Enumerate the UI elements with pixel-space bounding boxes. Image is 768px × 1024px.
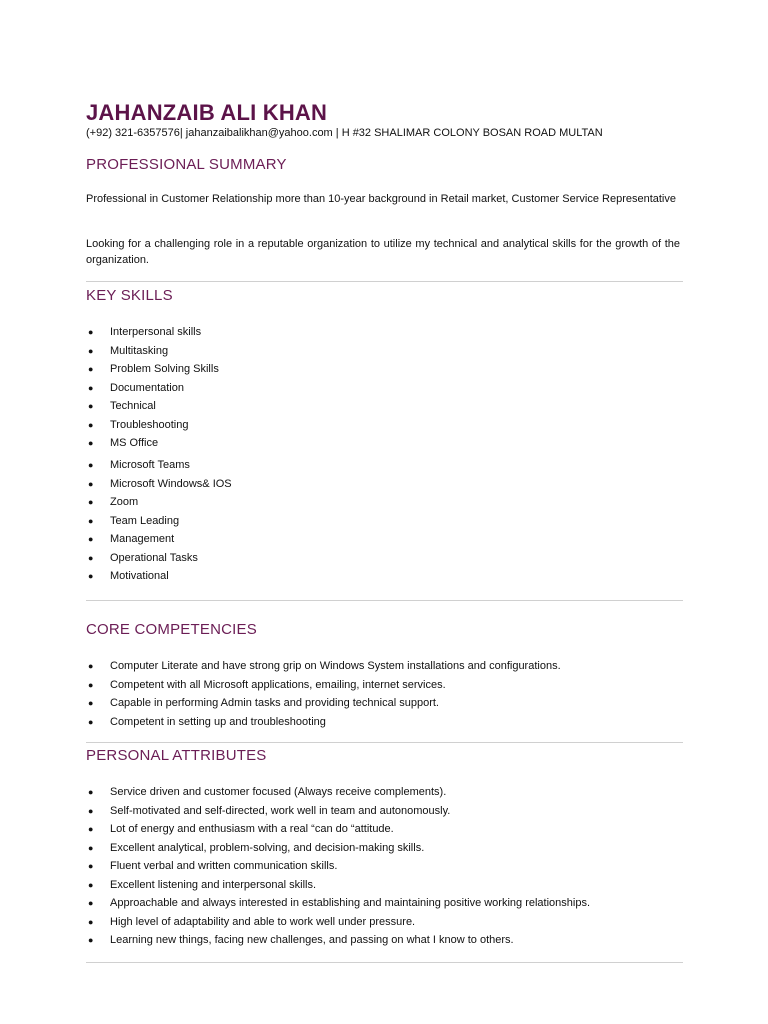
section-divider — [86, 742, 683, 743]
list-item: ● Documentation — [86, 379, 219, 398]
list-item: ● Team Leading — [86, 512, 232, 531]
contact-line: (+92) 321-6357576| jahanzaibalikhan@yahoo.com | H #32 SHALIMAR COLONY BOSAN ROAD MULTAN — [86, 127, 603, 139]
bullet-icon: ● — [88, 861, 94, 871]
bullet-icon: ● — [88, 478, 94, 489]
list-item: ● Approachable and always interested in establishing and maintaining positive working relationships. — [86, 894, 590, 913]
list-item: ● Microsoft Windows& IOS — [86, 475, 232, 494]
bullet-icon: ● — [88, 438, 94, 448]
bullet-icon: ● — [88, 787, 94, 797]
bullet-icon: ● — [88, 460, 94, 470]
section-divider — [86, 600, 683, 601]
list-item: ● Operational Tasks — [86, 549, 232, 568]
bullet-icon: ● — [88, 382, 94, 393]
bullet-icon: ● — [88, 898, 94, 908]
bullet-icon: ● — [88, 698, 94, 708]
bullet-icon: ● — [88, 879, 94, 890]
bullet-icon: ● — [88, 935, 94, 945]
bullet-icon: ● — [88, 805, 94, 816]
candidate-name: JAHANZAIB ALI KHAN — [86, 100, 328, 125]
core-competencies-heading: CORE COMPETENCIES — [86, 621, 257, 638]
list-item: ● Self-motivated and self-directed, work well in team and autonomously. — [86, 802, 590, 821]
bullet-icon: ● — [88, 571, 94, 581]
summary-paragraph-2: Looking for a challenging role in a reputable organization to utilize my technical and analytical skills for the growth of the organization. — [86, 238, 680, 266]
list-item: ● Interpersonal skills — [86, 323, 219, 342]
bullet-icon: ● — [88, 401, 94, 411]
personal-attributes-heading: PERSONAL ATTRIBUTES — [86, 747, 267, 764]
list-item: ● Technical — [86, 397, 219, 416]
key-skills-list-b — [86, 456, 232, 586]
list-item: ● Management — [86, 530, 232, 549]
list-item: ● MS Office — [86, 434, 219, 453]
summary-heading: PROFESSIONAL SUMMARY — [86, 156, 287, 173]
list-item: ● Troubleshooting — [86, 416, 219, 435]
key-skills-heading: KEY SKILLS — [86, 287, 173, 304]
list-item: ● Fluent verbal and written communication skills. — [86, 857, 590, 876]
list-item: ● Competent in setting up and troubleshooting — [86, 713, 561, 732]
list-item: ● Service driven and customer focused (Always receive complements). — [86, 783, 590, 802]
list-item: ● Microsoft Teams — [86, 456, 232, 475]
list-item: ● Excellent listening and interpersonal skills. — [86, 876, 590, 895]
bullet-icon: ● — [88, 824, 94, 834]
bullet-icon: ● — [88, 327, 94, 337]
bullet-icon: ● — [88, 497, 94, 507]
summary-paragraph-1: Professional in Customer Relationship more than 10-year background in Retail market, Customer Service Representative — [86, 193, 676, 205]
bullet-icon: ● — [88, 364, 94, 374]
section-divider — [86, 962, 683, 963]
personal-attributes-list — [86, 783, 590, 950]
bullet-icon: ● — [88, 716, 94, 727]
bullet-icon: ● — [88, 661, 94, 671]
bullet-icon: ● — [88, 552, 94, 563]
list-item: ● Learning new things, facing new challenges, and passing on what I know to others. — [86, 931, 590, 950]
list-item: ● Capable in performing Admin tasks and providing technical support. — [86, 694, 561, 713]
list-item: ● Zoom — [86, 493, 232, 512]
bullet-icon: ● — [88, 515, 94, 526]
list-item: ● Competent with all Microsoft applications, emailing, internet services. — [86, 676, 561, 695]
list-item: ● High level of adaptability and able to work well under pressure. — [86, 913, 590, 932]
bullet-icon: ● — [88, 419, 94, 430]
list-item: ● Lot of energy and enthusiasm with a real “can do “attitude. — [86, 820, 590, 839]
bullet-icon: ● — [88, 916, 94, 927]
list-item: ● Motivational — [86, 567, 232, 586]
bullet-icon: ● — [88, 842, 94, 853]
key-skills-list-a — [86, 323, 219, 453]
core-competencies-list — [86, 657, 561, 731]
list-item: ● Computer Literate and have strong grip on Windows System installations and configurations. — [86, 657, 561, 676]
list-item: ● Excellent analytical, problem-solving, and decision-making skills. — [86, 839, 590, 858]
section-divider — [86, 281, 683, 282]
list-item: ● Problem Solving Skills — [86, 360, 219, 379]
list-item: ● Multitasking — [86, 342, 219, 361]
bullet-icon: ● — [88, 679, 94, 690]
bullet-icon: ● — [88, 534, 94, 544]
bullet-icon: ● — [88, 345, 94, 356]
